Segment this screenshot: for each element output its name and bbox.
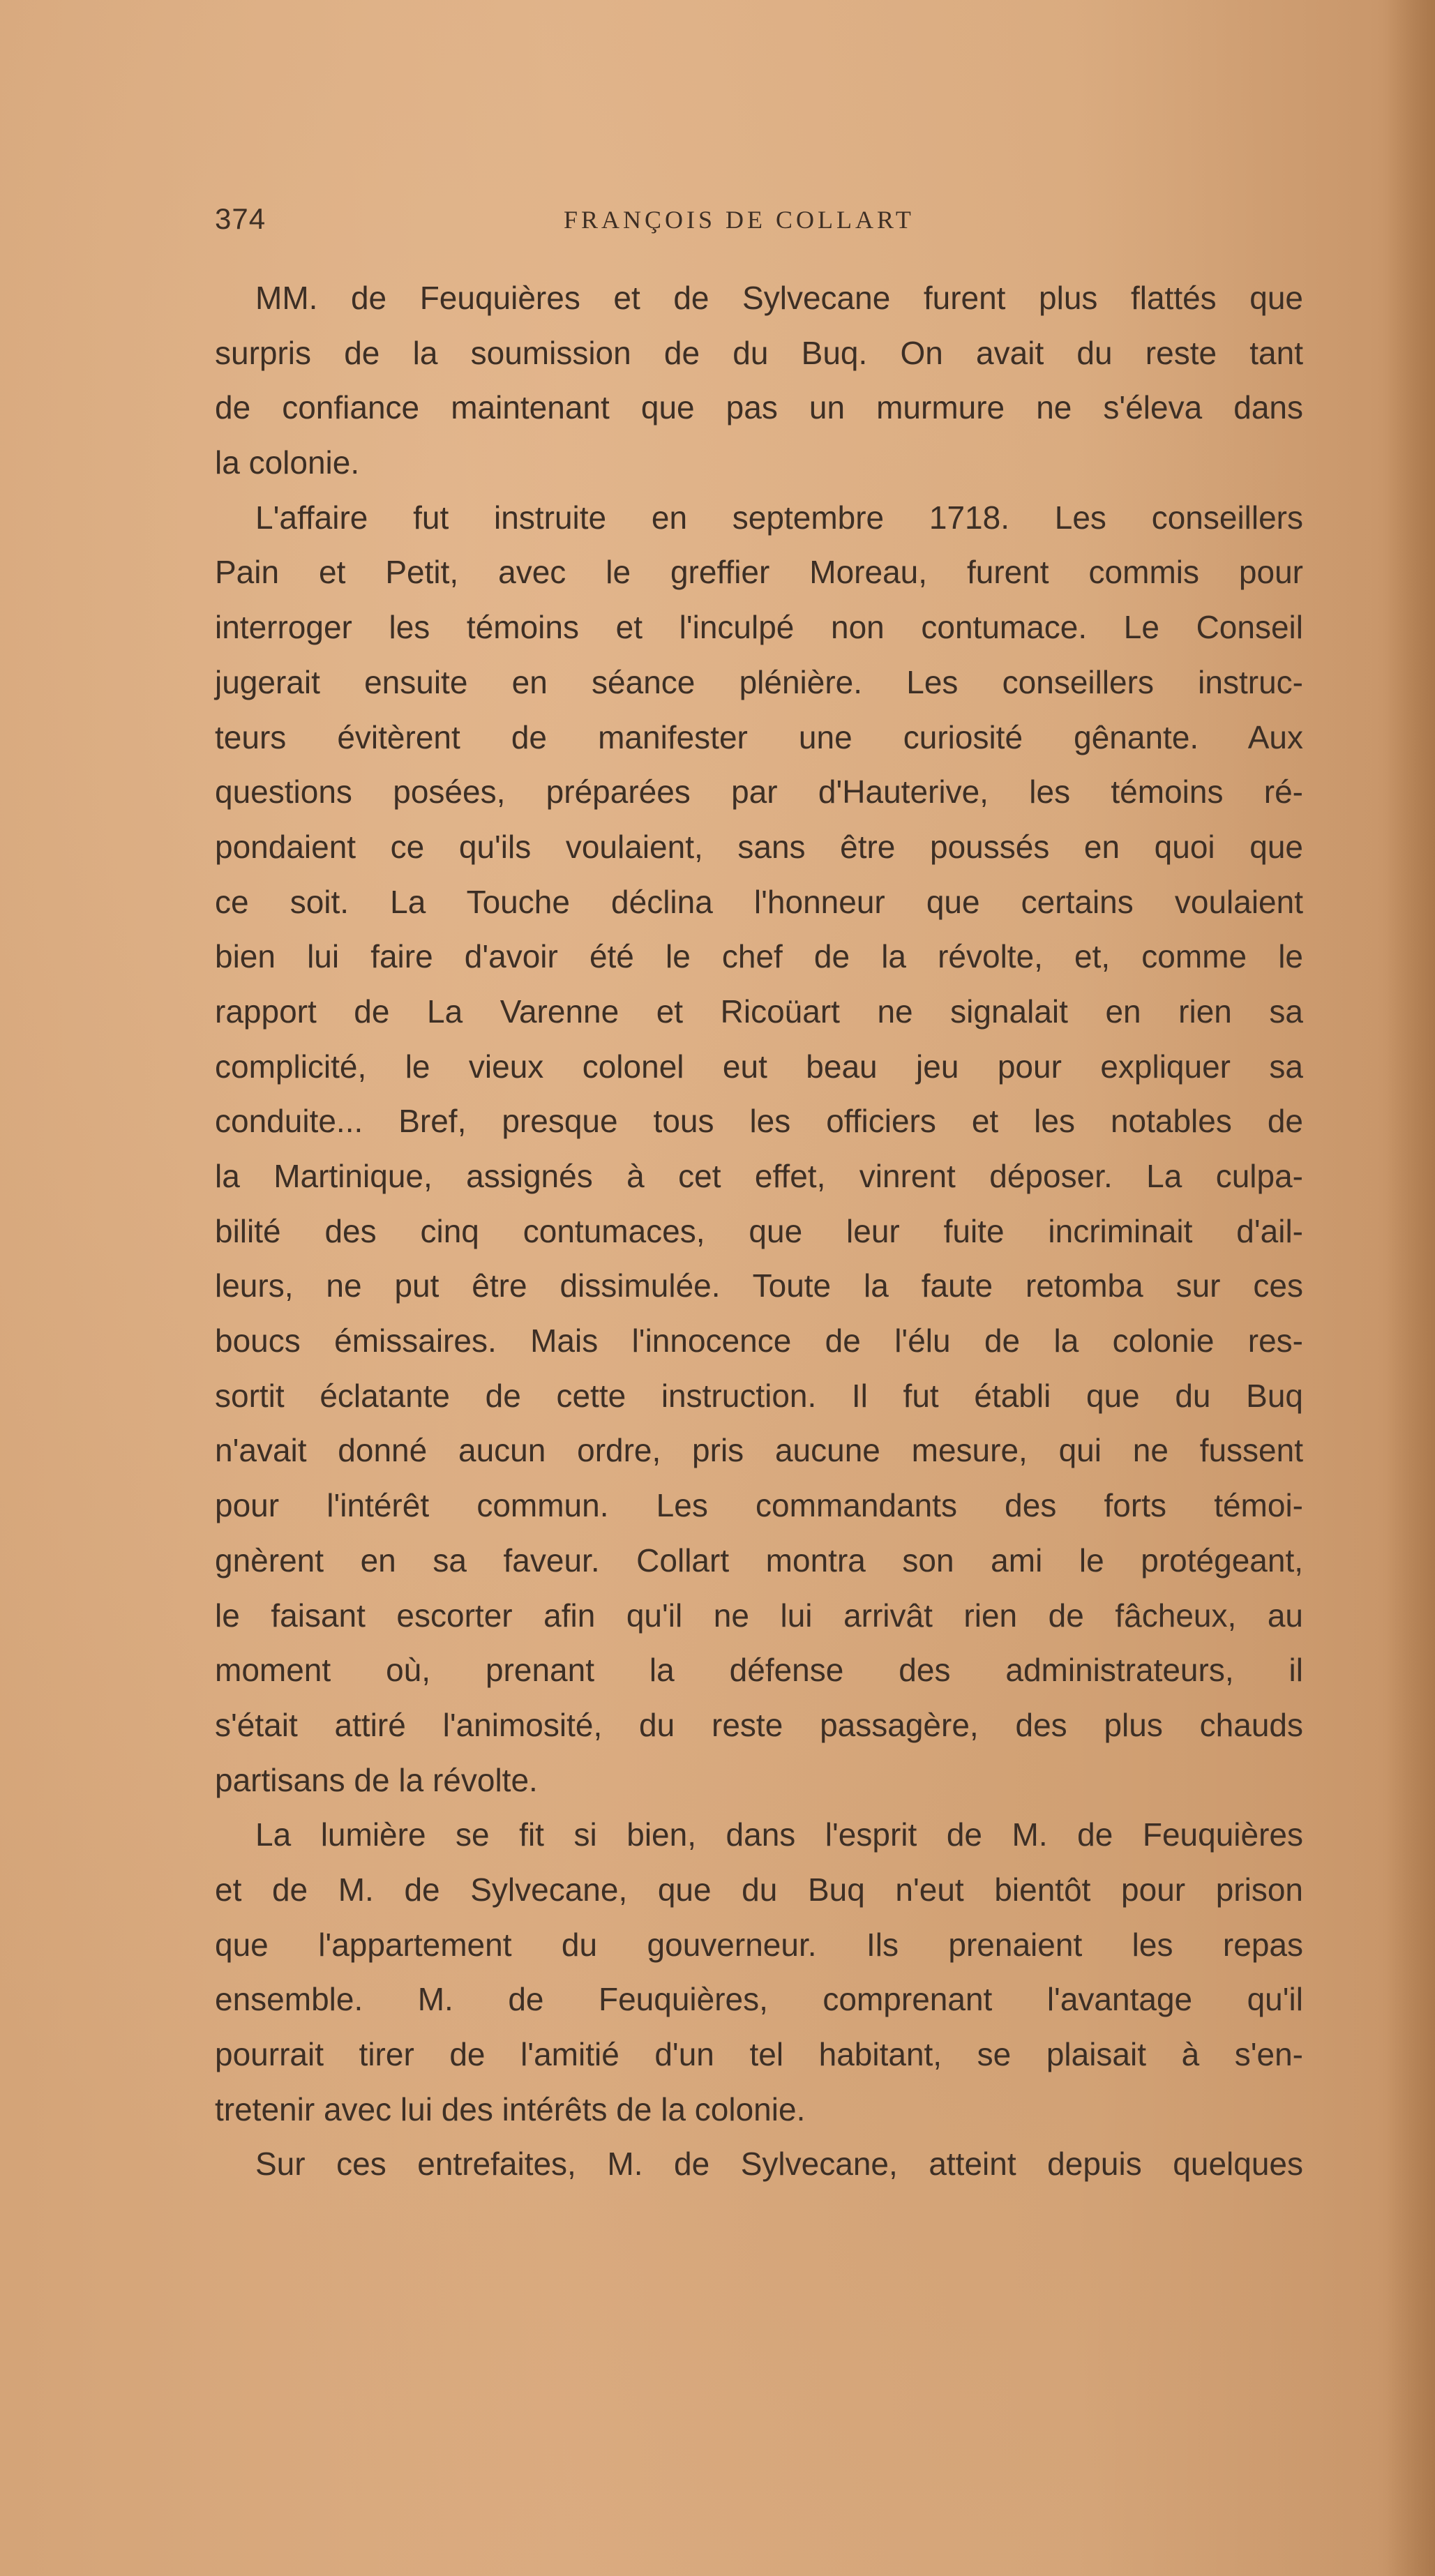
text-line: conduite... Bref, presque tous les officiers et les notables de	[215, 1103, 1303, 1140]
text-line: interroger les témoins et l'inculpé non contumace. Le Conseil	[215, 609, 1303, 646]
text-line: tretenir avec lui des intérêts de la colonie.	[215, 2091, 806, 2127]
text-line: moment où, prenant la défense des administrateurs, il	[215, 1652, 1303, 1689]
text-line: Sur ces entrefaites, M. de Sylvecane, atteint depuis quelques	[255, 2146, 1303, 2183]
body-text	[215, 271, 1303, 2192]
text-line: la Martinique, assignés à cet effet, vinrent déposer. La culpa-	[215, 1158, 1303, 1194]
text-line: ce soit. La Touche déclina l'honneur que certains voulaient	[215, 883, 1303, 920]
text-line: surpris de la soumission de du Buq. On avait du reste tant	[215, 334, 1303, 371]
text-line: ensemble. M. de Feuquières, comprenant l'avantage qu'il	[215, 1981, 1303, 2018]
text-line: le faisant escorter afin qu'il ne lui arrivât rien de fâcheux, au	[215, 1597, 1303, 1634]
text-line: pondaient ce qu'ils voulaient, sans être poussés en quoi que	[215, 828, 1303, 865]
page-edge-shadow	[1386, 0, 1435, 2576]
text-line: bien lui faire d'avoir été le chef de la révolte, et, comme le	[215, 938, 1303, 975]
text-line: gnèrent en sa faveur. Collart montra son ami le protégeant,	[215, 1542, 1303, 1579]
text-line: questions posées, préparées par d'Hauterive, les témoins ré-	[215, 774, 1303, 811]
page-number: 374	[215, 202, 266, 235]
text-line: leurs, ne put être dissimulée. Toute la faute retomba sur ces	[215, 1267, 1303, 1304]
text-line: que l'appartement du gouverneur. Ils prenaient les repas	[215, 1926, 1303, 1963]
text-line: bilité des cinq contumaces, que leur fuite incriminait d'ail-	[215, 1212, 1303, 1249]
running-head: FRANÇOIS DE COLLART	[564, 206, 915, 234]
text-line: sortit éclatante de cette instruction. Il fut établi que du Buq	[215, 1377, 1303, 1414]
text-line: rapport de La Varenne et Ricoüart ne signalait en rien sa	[215, 993, 1303, 1030]
text-line: partisans de la révolte.	[215, 1761, 538, 1798]
text-line: MM. de Feuquières et de Sylvecane furent plus flattés que	[255, 280, 1303, 316]
text-line: de confiance maintenant que pas un murmure ne s'éleva dans	[215, 389, 1303, 426]
text-line: complicité, le vieux colonel eut beau jeu pour expliquer sa	[215, 1048, 1303, 1085]
text-line: la colonie.	[215, 444, 360, 481]
text-line: s'était attiré l'animosité, du reste passagère, des plus chauds	[215, 1706, 1303, 1743]
text-line: La lumière se fit si bien, dans l'esprit de M. de Feuquières	[255, 1816, 1303, 1853]
text-line: pour l'intérêt commun. Les commandants des forts témoi-	[215, 1487, 1303, 1524]
text-line: L'affaire fut instruite en septembre 1718. Les conseillers	[255, 499, 1303, 536]
text-line: jugerait ensuite en séance plénière. Les conseillers instruc-	[215, 663, 1303, 700]
page-header	[215, 202, 1310, 244]
text-line: n'avait donné aucun ordre, pris aucune mesure, qui ne fussent	[215, 1432, 1303, 1469]
text-line: et de M. de Sylvecane, que du Buq n'eut bientôt pour prison	[215, 1871, 1303, 1908]
text-line: boucs émissaires. Mais l'innocence de l'élu de la colonie res-	[215, 1323, 1303, 1359]
text-line: Pain et Petit, avec le greffier Moreau, furent commis pour	[215, 554, 1303, 591]
text-line: teurs évitèrent de manifester une curiosité gênante. Aux	[215, 718, 1303, 755]
text-line: pourrait tirer de l'amitié d'un tel habitant, se plaisait à s'en-	[215, 2036, 1303, 2072]
